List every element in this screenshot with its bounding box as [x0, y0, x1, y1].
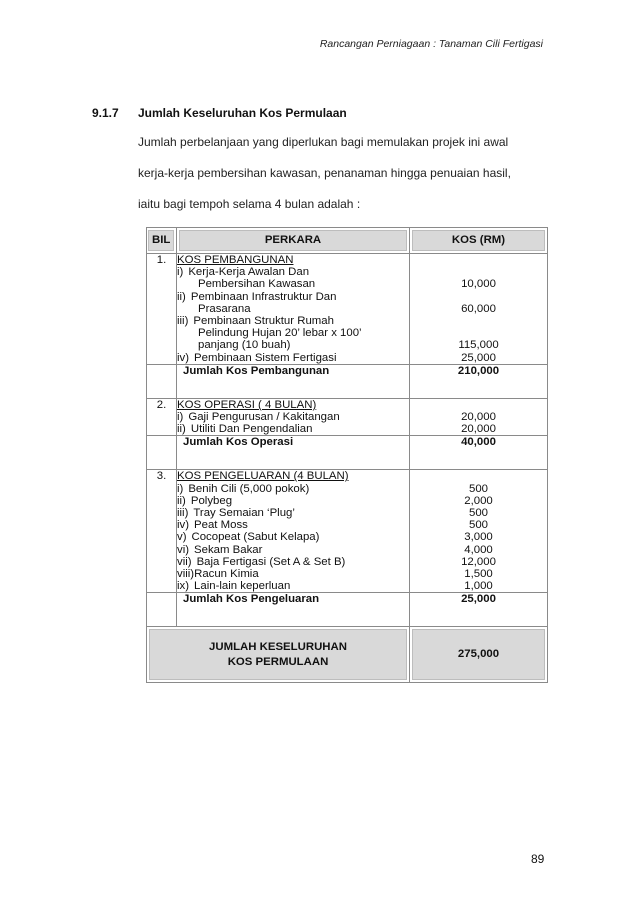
- item-cost: 4,000: [464, 543, 493, 556]
- header-kos: KOS (RM): [410, 228, 548, 254]
- item-cost: 60,000: [461, 302, 496, 315]
- list-item: [177, 423, 409, 435]
- subtotal-value: 40,000: [410, 436, 548, 470]
- list-item: Prasarana: [198, 302, 251, 315]
- list-item: [177, 495, 409, 507]
- bil-cell: 1.: [147, 254, 177, 365]
- grand-total-label-cell: [147, 627, 410, 683]
- subtotal-row: [147, 436, 548, 470]
- bil-cell: 3.: [147, 470, 177, 593]
- item-numeral: i): [177, 411, 184, 424]
- item-numeral: ii): [177, 423, 186, 436]
- list-item: Pelindung Hujan 20’ lebar x 100’: [198, 327, 362, 340]
- item-numeral: i): [177, 266, 184, 279]
- item-numeral: vii): [177, 555, 192, 568]
- item-cost: 500: [468, 482, 488, 495]
- list-item: Pembersihan Kawasan: [198, 278, 316, 291]
- subtotal-label: Jumlah Kos Pengeluaran: [177, 593, 410, 627]
- list-item: [177, 568, 409, 580]
- section-number: 9.1.7: [92, 106, 119, 120]
- item-text: Polybeg: [190, 494, 233, 507]
- list-item: [177, 531, 409, 543]
- item-numeral: iii): [177, 315, 189, 328]
- item-numeral: vi): [177, 543, 190, 556]
- bil-cell: [147, 436, 177, 470]
- item-cost: 12,000: [461, 555, 496, 568]
- group-title: KOS PENGELUARAN (4 BULAN): [177, 470, 349, 483]
- item-text: Sekam Bakar: [194, 543, 263, 556]
- item-text: Utiliti Dan Pengendalian: [190, 423, 313, 436]
- item-text: Racun Kimia: [194, 568, 259, 581]
- item-cost: 2,000: [464, 494, 493, 507]
- section-heading: [92, 106, 347, 120]
- page-number: 89: [531, 852, 545, 866]
- item-numeral: v): [177, 531, 187, 544]
- item-cost: 115,000: [458, 339, 499, 352]
- group-row: [147, 254, 548, 365]
- paragraph-line-2: kerja-kerja pembersihan kawasan, penanaman hingga penuaian hasil,: [138, 166, 511, 180]
- group-title: KOS PEMBANGUNAN: [177, 254, 294, 266]
- perkara-cell: [177, 398, 410, 436]
- list-item: [177, 411, 409, 423]
- item-text: Peat Moss: [194, 519, 248, 532]
- item-text: Lain-lain keperluan: [194, 580, 291, 593]
- kos-cell: [410, 254, 548, 365]
- item-cost: 1,000: [464, 580, 493, 593]
- list-item: [177, 556, 409, 568]
- kos-cell: [410, 470, 548, 593]
- header-perkara: PERKARA: [177, 228, 410, 254]
- kos-cell: [410, 398, 548, 436]
- item-text: Pembinaan Sistem Fertigasi: [194, 351, 337, 364]
- item-cost: 20,000: [461, 423, 496, 436]
- item-cost: 10,000: [461, 278, 496, 291]
- item-numeral: ii): [177, 494, 186, 507]
- list-item: [177, 352, 409, 364]
- item-numeral: ii): [177, 290, 186, 303]
- perkara-cell: [177, 254, 410, 365]
- item-numeral: i): [177, 482, 184, 495]
- subtotal-label: Jumlah Kos Operasi: [177, 436, 410, 470]
- item-numeral: iv): [177, 519, 190, 532]
- list-item: [177, 291, 409, 303]
- list-item: panjang (10 buah): [198, 339, 291, 352]
- list-item: [177, 544, 409, 556]
- item-numeral: viii): [177, 568, 195, 581]
- bil-cell: [147, 593, 177, 627]
- grand-total-row: [147, 627, 548, 683]
- paragraph-line-1: Jumlah perbelanjaan yang diperlukan bagi memulakan projek ini awal: [138, 135, 509, 149]
- grand-total-label-line-2: KOS PERMULAAN: [227, 655, 329, 668]
- list-item: [177, 519, 409, 531]
- item-text: Kerja-Kerja Awalan Dan: [188, 266, 310, 279]
- item-numeral: ix): [177, 580, 190, 593]
- running-header: Rancangan Perniagaan : Tanaman Cili Fertigasi: [319, 38, 543, 50]
- subtotal-row: [147, 593, 548, 627]
- grand-total-label: [209, 640, 347, 670]
- bil-cell: 2.: [147, 398, 177, 436]
- section-title: Jumlah Keseluruhan Kos Permulaan: [138, 106, 347, 120]
- item-cost: 500: [468, 507, 488, 520]
- item-text: Baja Fertigasi (Set A & Set B): [196, 555, 346, 568]
- paragraph-line-3: iaitu bagi tempoh selama 4 bulan adalah :: [138, 197, 361, 211]
- cost-table: [146, 227, 548, 683]
- item-cost: 1,500: [464, 568, 493, 581]
- item-cost: 25,000: [461, 351, 496, 364]
- item-text: Tray Semaian ‘Plug’: [193, 507, 295, 520]
- table-header-row: [147, 228, 548, 254]
- list-item: [177, 580, 409, 592]
- item-cost: 500: [468, 519, 488, 532]
- bil-cell: [147, 364, 177, 398]
- subtotal-value: 25,000: [410, 593, 548, 627]
- grand-total-label-line-1: JUMLAH KESELURUHAN: [209, 640, 347, 653]
- grand-total-value-cell: [410, 627, 548, 683]
- item-text: Benih Cili (5,000 pokok): [188, 482, 310, 495]
- list-item: [177, 315, 409, 327]
- item-numeral: iv): [177, 351, 190, 364]
- item-text: Gaji Pengurusan / Kakitangan: [188, 411, 340, 424]
- item-text: Pembinaan Infrastruktur Dan: [190, 290, 337, 303]
- item-numeral: iii): [177, 507, 189, 520]
- list-item: [177, 483, 409, 495]
- subtotal-row: [147, 364, 548, 398]
- subtotal-value: 210,000: [410, 364, 548, 398]
- perkara-cell: [177, 470, 410, 593]
- item-text: Pembinaan Struktur Rumah: [193, 315, 334, 328]
- item-cost: 20,000: [461, 411, 496, 424]
- group-title: KOS OPERASI ( 4 BULAN): [177, 398, 317, 411]
- subtotal-label: Jumlah Kos Pembangunan: [177, 364, 410, 398]
- header-bil: BIL: [147, 228, 177, 254]
- item-cost: 3,000: [464, 531, 493, 544]
- list-item: [177, 266, 409, 278]
- item-text: Cocopeat (Sabut Kelapa): [191, 531, 320, 544]
- grand-total-value: 275,000: [412, 629, 545, 680]
- group-row: [147, 470, 548, 593]
- group-row: [147, 398, 548, 436]
- list-item: [177, 507, 409, 519]
